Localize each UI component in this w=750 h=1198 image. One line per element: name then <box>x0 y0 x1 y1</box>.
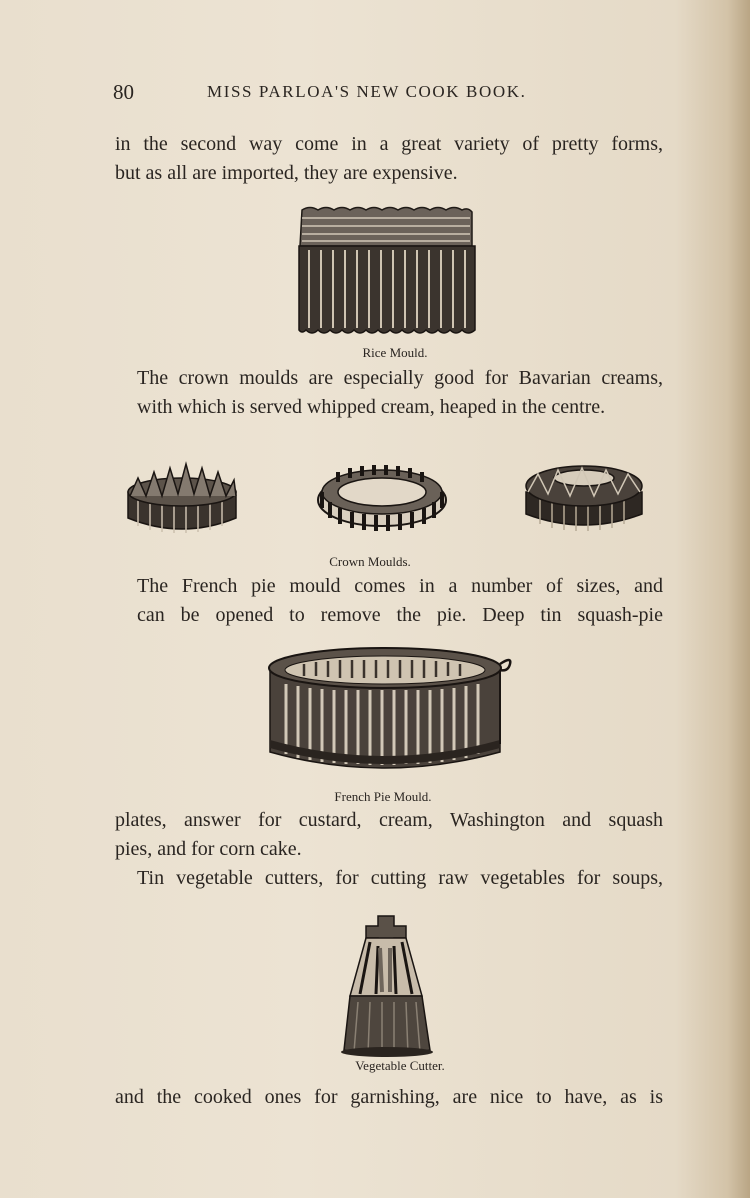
vegetable-cutter-illustration <box>336 912 438 1060</box>
figure-caption: Vegetable Cutter. <box>355 1058 445 1073</box>
crown-mould-middle <box>318 465 446 531</box>
figure-caption: Rice Mould. <box>362 345 428 360</box>
paragraph-continuation <box>115 1083 663 1112</box>
crown-mould-right <box>526 466 642 531</box>
text-line: and the cooked ones for garnishing, are nice to have, as is <box>115 1086 663 1108</box>
text-line: pies, and for corn cake. <box>115 838 302 860</box>
paragraph-continuation <box>115 130 663 188</box>
crown-mould-left <box>128 464 236 533</box>
rice-mould-illustration <box>296 204 478 336</box>
text-line: plates, answer for custard, cream, Washington and squash <box>115 809 663 831</box>
paragraph <box>115 864 663 893</box>
text-line: can be opened to remove the pie. Deep tin squash-pie <box>137 604 663 626</box>
text-line: The French pie mould comes in a number of sizes, and <box>137 575 663 597</box>
text-line: Tin vegetable cutters, for cutting raw vegetables for soups, <box>137 867 663 889</box>
text-line: The crown moulds are especially good for Bavarian creams, <box>137 367 663 389</box>
running-head <box>113 80 663 110</box>
figure-caption: Crown Moulds. <box>329 554 411 569</box>
text-line: but as all are imported, they are expensive. <box>115 162 458 184</box>
figure-caption: French Pie Mould. <box>334 789 432 804</box>
text-line: in the second way come in a great variety of pretty forms, <box>115 133 663 155</box>
paragraph <box>115 364 663 422</box>
text-line: with which is served whipped cream, heaped in the centre. <box>137 396 606 418</box>
paragraph <box>115 572 663 630</box>
page-number: 80 <box>113 80 134 104</box>
paragraph-continuation <box>115 806 663 864</box>
french-pie-mould-illustration <box>264 644 516 780</box>
running-title: MISS PARLOA'S NEW COOK BOOK. <box>207 82 527 101</box>
crown-moulds-illustration <box>124 456 648 540</box>
